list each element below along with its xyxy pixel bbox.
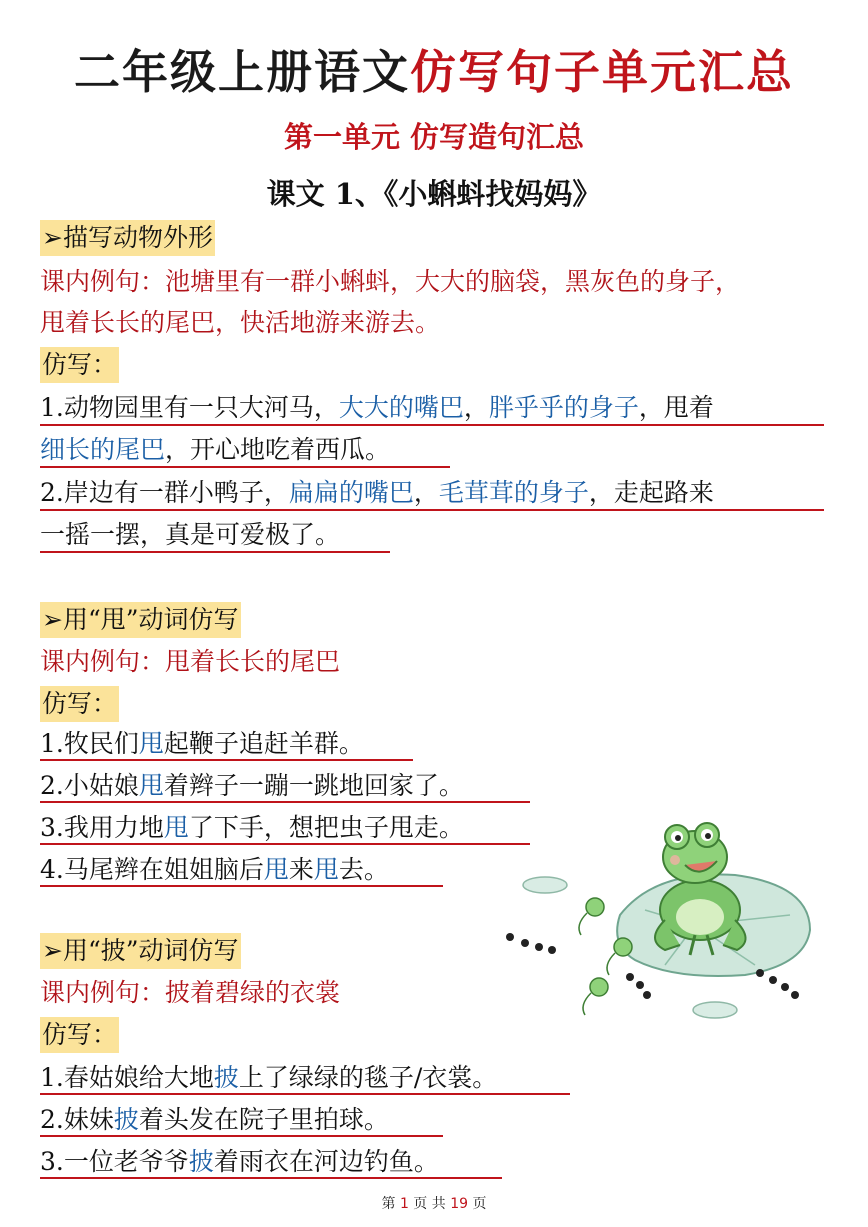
- highlight-run: 甩: [138, 729, 164, 758]
- imitation-sentence: [40, 1058, 497, 1098]
- imitate-label: [40, 1017, 119, 1053]
- highlight-run: 甩: [263, 855, 289, 884]
- underline: [40, 1135, 443, 1137]
- example-sentence-cont: 甩着长长的尾巴，快活地游来游去。: [40, 308, 441, 337]
- text-run: ，: [413, 478, 439, 507]
- imitation-sentence-cont: [40, 430, 390, 470]
- underline: [40, 551, 390, 553]
- text-run: 上了绿绿的毯子/衣裳。: [238, 1063, 498, 1092]
- imitate-label: [40, 347, 119, 383]
- section-heading: [40, 220, 215, 256]
- section-heading: [40, 933, 241, 969]
- text-run: 1.牧民们: [40, 729, 139, 758]
- footer-text: 页 共: [408, 1196, 451, 1212]
- text-run: 了下手，想把虫子甩走。: [188, 813, 464, 842]
- section-heading-text: ➢用“披”动词仿写: [40, 933, 241, 969]
- text-run: 来: [288, 855, 314, 884]
- imitate-label-text: 仿写：: [40, 1017, 119, 1053]
- text-run: ，走起路来: [588, 478, 714, 507]
- text-run: 1.动物园里有一只大河马，: [40, 393, 339, 422]
- text-run: 3.一位老爷爷: [40, 1147, 189, 1176]
- text-run: 着头发在院子里拍球。: [138, 1105, 389, 1134]
- imitation-sentence: [40, 473, 714, 513]
- page-footer: [0, 1193, 868, 1213]
- section-heading-text: ➢描写动物外形: [40, 220, 215, 256]
- page-title: [0, 40, 868, 104]
- text-run: 着辫子一蹦一跳地回家了。: [163, 771, 464, 800]
- example-sentence: 课内例句：甩着长长的尾巴: [40, 647, 341, 676]
- imitation-sentence: [40, 388, 714, 428]
- underline: [40, 759, 413, 761]
- example-sentence: 课内例句：披着碧绿的衣裳: [40, 978, 341, 1007]
- text-run: 1.春姑娘给大地: [40, 1063, 214, 1092]
- imitation-sentence: [40, 766, 464, 806]
- imitation-sentence: [40, 808, 464, 848]
- underline: [40, 466, 450, 468]
- imitate-label-text: 仿写：: [40, 686, 119, 722]
- lesson-heading: 课文 1、《小蝌蚪找妈妈》: [266, 177, 602, 211]
- underline: [40, 801, 530, 803]
- text-run: 着雨衣在河边钓鱼。: [213, 1147, 439, 1176]
- small-lily-pad: [693, 1002, 737, 1018]
- example-sentence: 课内例句：池塘里有一群小蝌蚪，大大的脑袋，黑灰色的身子，: [40, 267, 741, 296]
- highlight-run: 胖乎乎的身子: [488, 393, 639, 422]
- underline: [40, 1093, 570, 1095]
- frog-illustration: [495, 815, 825, 1030]
- small-lily-pad: [523, 877, 567, 893]
- imitation-sentence-cont: 一摇一摆，真是可爱极了。: [40, 520, 341, 549]
- text-run: 2.岸边有一群小鸭子，: [40, 478, 289, 507]
- highlight-run: 披: [113, 1105, 139, 1134]
- footer-text: 第: [381, 1196, 400, 1212]
- text-run: 起鞭子追赶羊群。: [163, 729, 364, 758]
- text-run: 2.妹妹: [40, 1105, 114, 1134]
- imitation-sentence: [40, 1142, 439, 1182]
- page-number: 1: [399, 1196, 409, 1212]
- imitation-sentence: [40, 724, 364, 764]
- underline: [40, 885, 443, 887]
- title-part1: 二年级上册语文: [74, 45, 410, 99]
- highlight-run: 甩: [138, 771, 164, 800]
- footer-text: 页: [468, 1196, 487, 1212]
- unit-heading: 第一单元 仿写造句汇总: [283, 120, 585, 154]
- text-run: ，甩着: [638, 393, 714, 422]
- imitation-sentence: [40, 850, 389, 890]
- highlight-run: 大大的嘴巴: [338, 393, 464, 422]
- highlight-run: 披: [213, 1063, 239, 1092]
- highlight-run: 甩: [313, 855, 339, 884]
- highlight-run: 毛茸茸的身子: [438, 478, 589, 507]
- text-run: 去。: [338, 855, 389, 884]
- underline: [40, 1177, 502, 1179]
- highlight-run: 披: [188, 1147, 214, 1176]
- imitate-label-text: 仿写：: [40, 347, 119, 383]
- underline: [40, 509, 824, 511]
- highlight-run: 甩: [163, 813, 189, 842]
- underline: [40, 843, 530, 845]
- text-run: ，: [463, 393, 489, 422]
- text-run: 4.马尾辫在姐姐脑后: [40, 855, 264, 884]
- section-heading-text: ➢用“甩”动词仿写: [40, 602, 241, 638]
- highlight-run: 细长的尾巴: [40, 435, 166, 464]
- underline: [40, 424, 824, 426]
- text-run: 2.小姑娘: [40, 771, 139, 800]
- highlight-run: 扁扁的嘴巴: [288, 478, 414, 507]
- section-heading: [40, 602, 241, 638]
- total-pages: 19: [450, 1196, 469, 1212]
- imitation-sentence: [40, 1100, 389, 1140]
- imitate-label: [40, 686, 119, 722]
- title-part2: 仿写句子单元汇总: [410, 45, 794, 99]
- text-run: 3.我用力地: [40, 813, 164, 842]
- text-run: ，开心地吃着西瓜。: [165, 435, 391, 464]
